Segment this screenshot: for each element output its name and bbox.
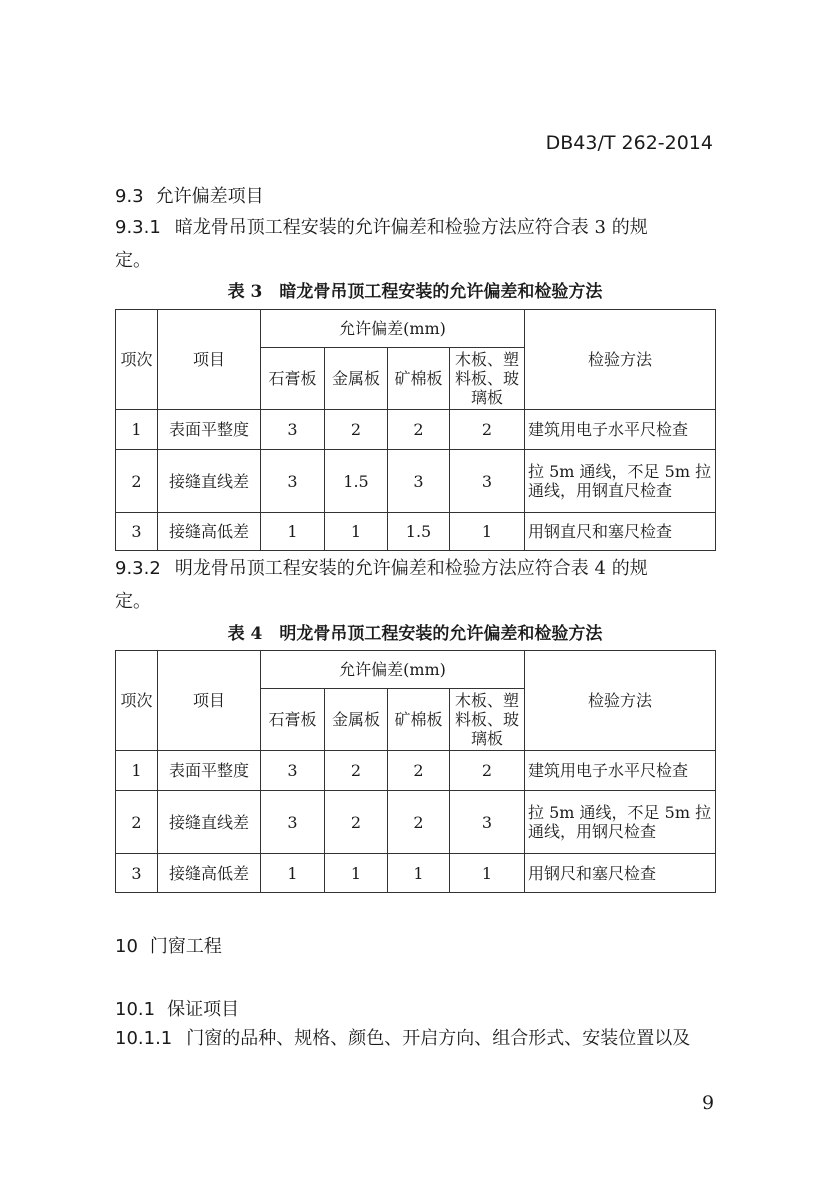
table-3 [115, 309, 716, 551]
cell-value: 2 [450, 751, 525, 791]
cell-item: 表面平整度 [158, 751, 261, 791]
method-line: 通线，用钢尺检查 [528, 822, 657, 841]
cell-value: 2 [388, 791, 450, 854]
table-row [116, 791, 716, 854]
method-line: 用钢直尺和塞尺检查 [528, 522, 673, 541]
header-mineral: 矿棉板 [388, 689, 450, 751]
section-number: 10.1 [115, 999, 156, 1020]
header-line: 木板、塑 [455, 691, 520, 710]
method-line: 拉 5m 通线，不足 5m 拉 [528, 803, 712, 822]
cell-index: 3 [116, 854, 158, 893]
clause-number: 9.3.1 [115, 217, 161, 238]
cell-item: 接缝直线差 [158, 791, 261, 854]
header-gypsum: 石膏板 [261, 348, 325, 410]
paragraph-text-cont: 定。 [115, 250, 151, 271]
cell-index: 2 [116, 450, 158, 513]
cell-item: 接缝高低差 [158, 513, 261, 551]
paragraph-text: 暗龙骨吊顶工程安装的允许偏差和检验方法应符合表 3 的规 [174, 217, 648, 238]
paragraph-9-3-2 [115, 552, 715, 618]
cell-method [525, 410, 716, 450]
section-title: 保证项目 [167, 999, 240, 1020]
cell-value: 3 [450, 791, 525, 854]
section-heading-10 [115, 932, 222, 958]
cell-value: 3 [388, 450, 450, 513]
cell-item: 表面平整度 [158, 410, 261, 450]
cell-method [525, 854, 716, 893]
page-number: 9 [702, 1092, 715, 1114]
cell-index: 1 [116, 751, 158, 791]
cell-index: 1 [116, 410, 158, 450]
cell-method [525, 513, 716, 551]
cell-value: 2 [325, 791, 388, 854]
cell-index: 3 [116, 513, 158, 551]
method-line: 拉 5m 通线，不足 5m 拉 [528, 462, 712, 481]
cell-value: 2 [388, 751, 450, 791]
paragraph-text: 明龙骨吊顶工程安装的允许偏差和检验方法应符合表 4 的规 [174, 558, 648, 579]
clause-number: 9.3.2 [115, 558, 161, 579]
header-mineral: 矿棉板 [388, 348, 450, 410]
cell-value: 1 [450, 513, 525, 551]
method-line: 建筑用电子水平尺检查 [528, 420, 689, 439]
document-code: DB43/T 262-2014 [545, 132, 713, 154]
header-tolerance-group: 允许偏差(mm) [261, 310, 525, 348]
table-row [116, 854, 716, 893]
cell-item: 接缝高低差 [158, 854, 261, 893]
cell-index: 2 [116, 791, 158, 854]
section-heading-10-1 [115, 995, 239, 1021]
header-line: 料板、玻 [455, 710, 520, 729]
table-row [116, 450, 716, 513]
cell-method [525, 450, 716, 513]
header-metal: 金属板 [325, 689, 388, 751]
cell-value: 1.5 [388, 513, 450, 551]
table-4 [115, 650, 716, 893]
cell-value: 1 [261, 513, 325, 551]
paragraph-text-cont: 定。 [115, 591, 151, 612]
cell-value: 2 [325, 751, 388, 791]
method-line: 通线，用钢直尺检查 [528, 481, 673, 500]
cell-value: 2 [325, 410, 388, 450]
section-number: 9.3 [115, 186, 144, 207]
table-3-caption: 表 3 暗龙骨吊顶工程安装的允许偏差和检验方法 [227, 282, 603, 302]
header-metal: 金属板 [325, 348, 388, 410]
cell-value: 3 [261, 410, 325, 450]
cell-value: 1 [388, 854, 450, 893]
header-item: 项目 [158, 310, 261, 410]
header-line: 料板、玻 [455, 369, 520, 388]
cell-method [525, 751, 716, 791]
paragraph-10-1-1 [115, 1022, 735, 1055]
header-line: 木板、塑 [455, 350, 520, 369]
section-title: 允许偏差项目 [155, 186, 264, 207]
header-tolerance-group: 允许偏差(mm) [261, 651, 525, 689]
method-line: 建筑用电子水平尺检查 [528, 761, 689, 780]
header-line: 璃板 [471, 388, 504, 407]
table-row [116, 751, 716, 791]
cell-item: 接缝直线差 [158, 450, 261, 513]
cell-value: 3 [261, 450, 325, 513]
header-method: 检验方法 [525, 651, 716, 751]
paragraph-text: 门窗的品种、规格、颜色、开启方向、组合形式、安装位置以及 [186, 1028, 691, 1049]
header-wood-plastic-glass [450, 348, 525, 410]
header-line: 璃板 [471, 729, 504, 748]
paragraph-9-3-1 [115, 211, 715, 277]
cell-value: 2 [450, 410, 525, 450]
table-4-caption: 表 4 明龙骨吊顶工程安装的允许偏差和检验方法 [227, 624, 603, 644]
table-row [116, 410, 716, 450]
header-item: 项目 [158, 651, 261, 751]
cell-value: 3 [261, 791, 325, 854]
method-line: 用钢尺和塞尺检查 [528, 863, 657, 883]
cell-value: 2 [388, 410, 450, 450]
cell-value: 1 [325, 854, 388, 893]
cell-method [525, 791, 716, 854]
cell-value: 1 [261, 854, 325, 893]
cell-value: 3 [450, 450, 525, 513]
table-row [116, 513, 716, 551]
cell-value: 3 [261, 751, 325, 791]
section-title: 门窗工程 [149, 936, 222, 957]
cell-value: 1 [450, 854, 525, 893]
header-gypsum: 石膏板 [261, 689, 325, 751]
header-index: 项次 [116, 651, 158, 751]
cell-value: 1.5 [325, 450, 388, 513]
header-method: 检验方法 [525, 310, 716, 410]
header-wood-plastic-glass [450, 689, 525, 751]
cell-value: 1 [325, 513, 388, 551]
section-number: 10 [115, 936, 138, 957]
section-heading-9-3 [115, 182, 264, 208]
clause-number: 10.1.1 [115, 1028, 173, 1049]
header-index: 项次 [116, 310, 158, 410]
